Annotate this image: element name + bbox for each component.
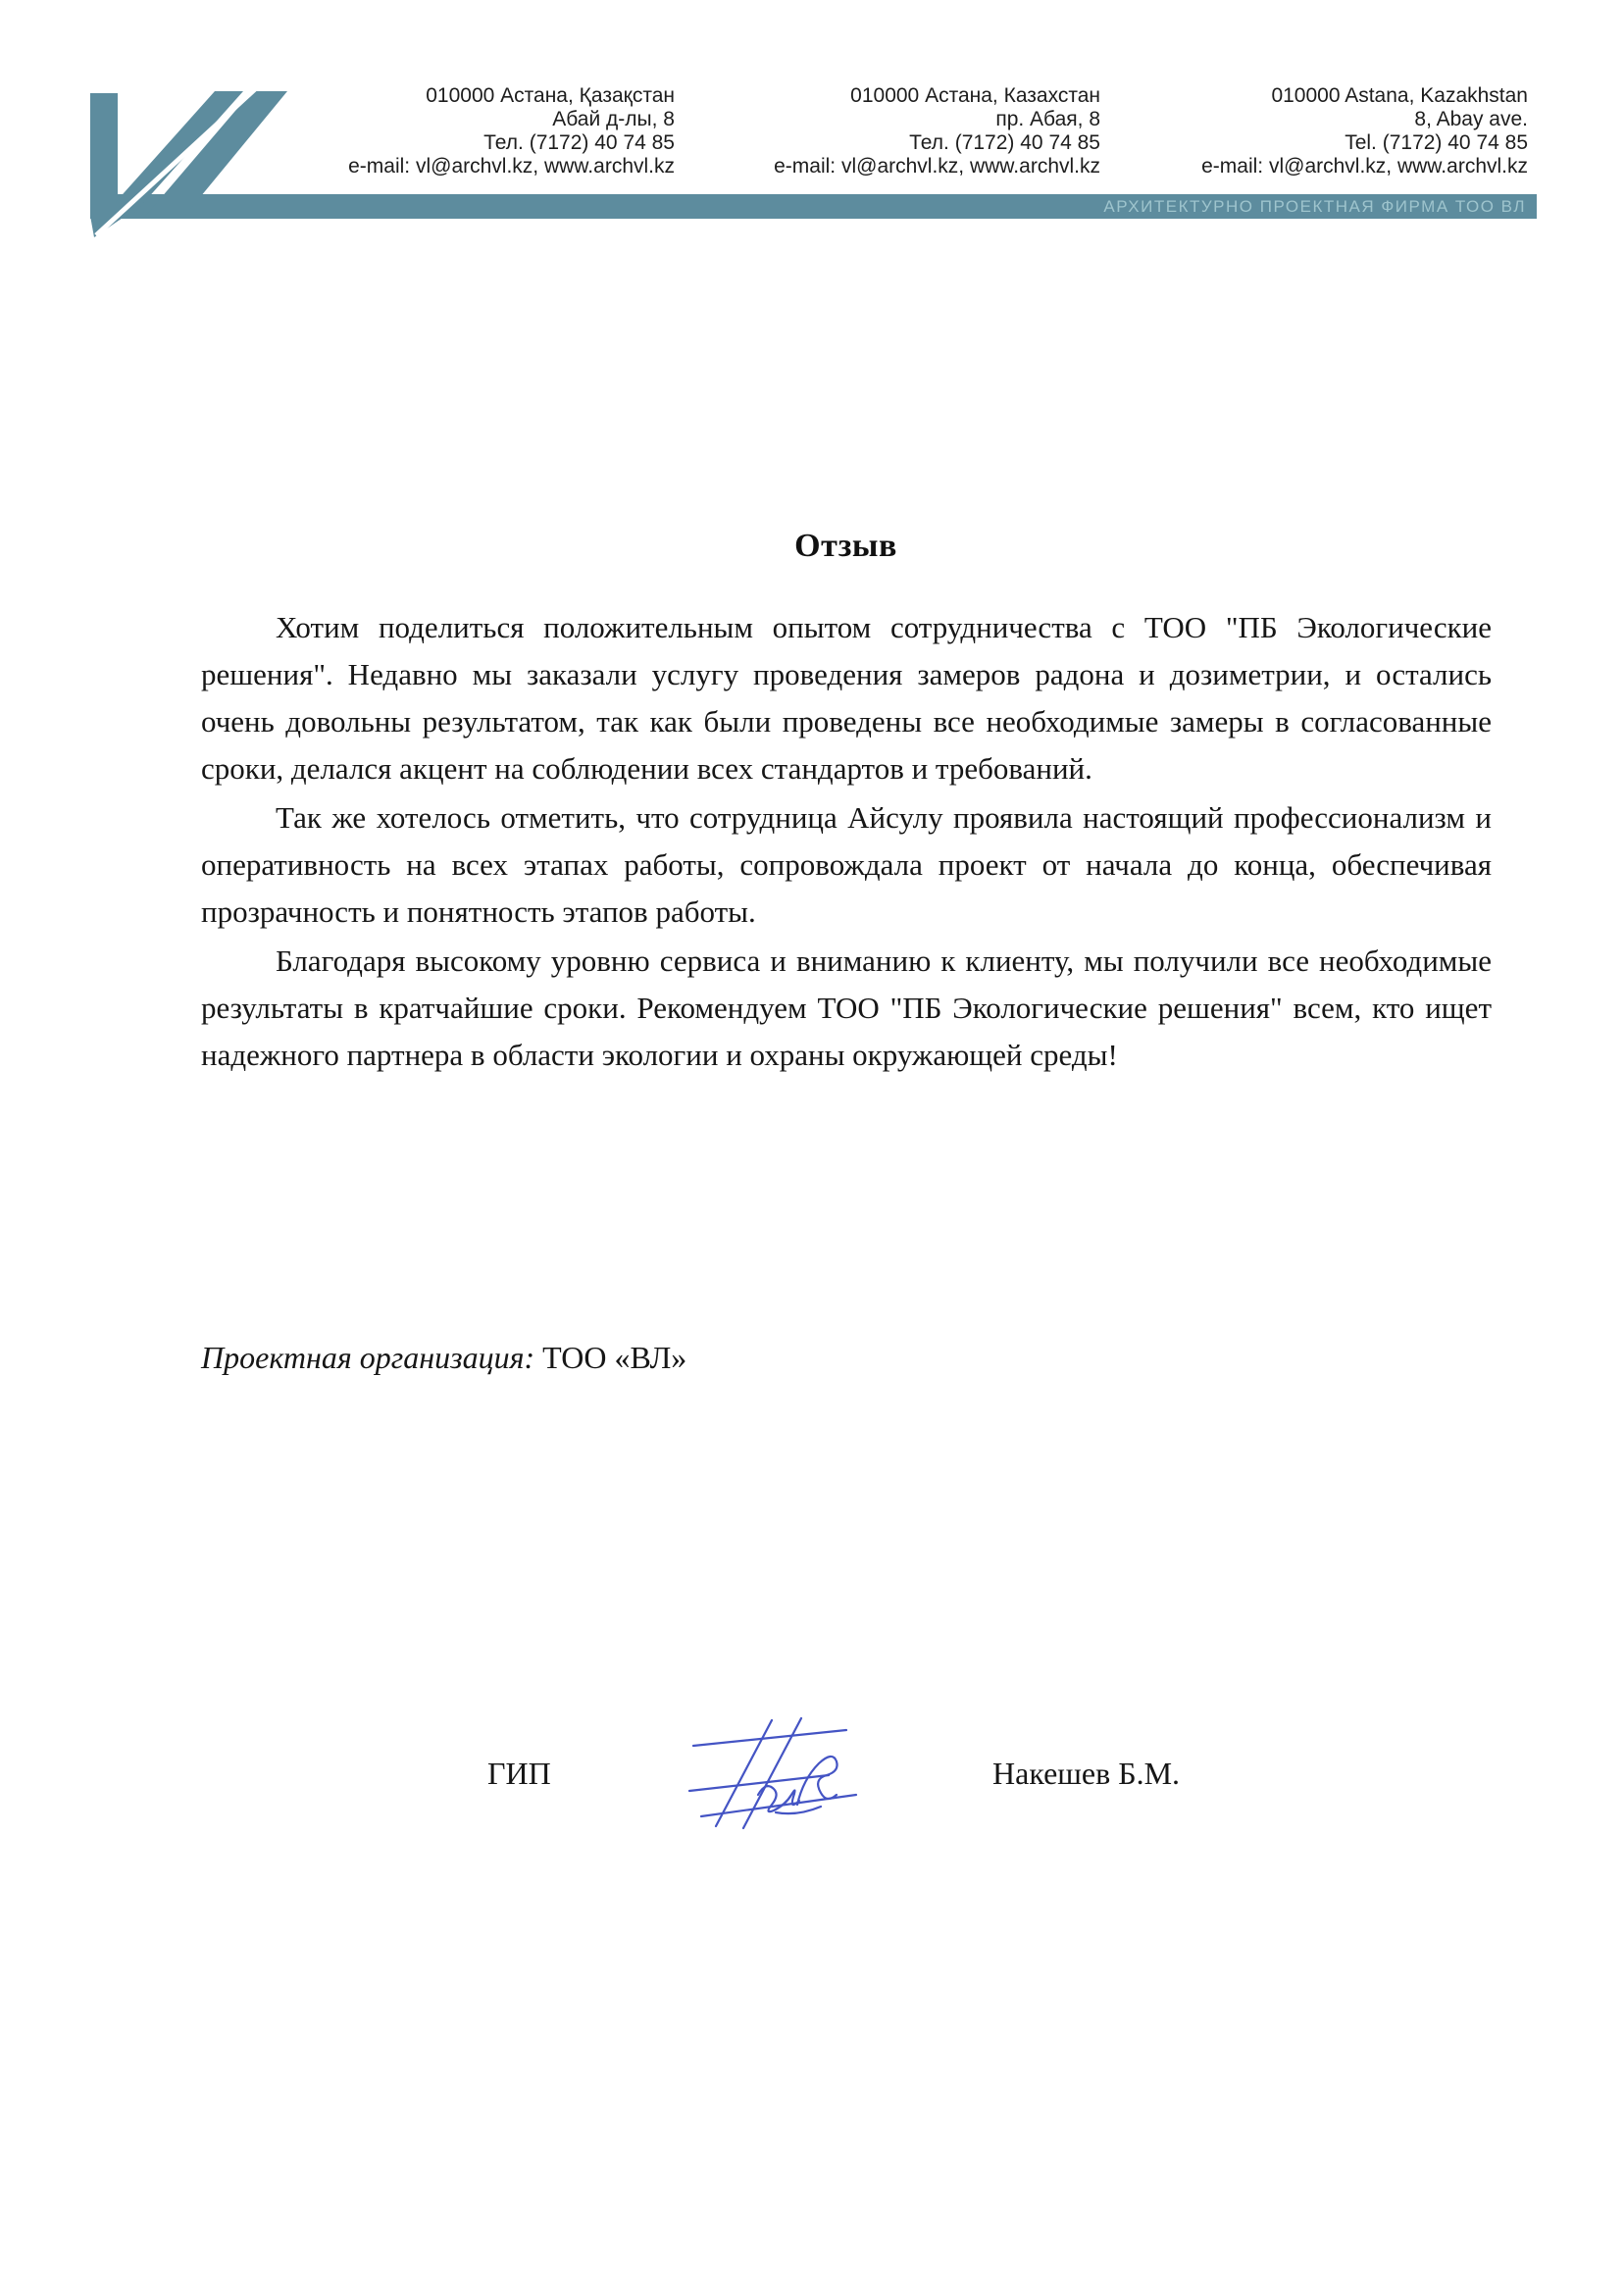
- address-line: 010000 Астана, Қазақстан: [426, 84, 675, 107]
- document-body: [201, 604, 1492, 1081]
- address-line: пр. Абая, 8: [995, 108, 1100, 130]
- signatory-name: Накешев Б.М.: [992, 1756, 1181, 1791]
- org-value: ТОО «ВЛ»: [534, 1340, 687, 1375]
- paragraph: Хотим поделиться положительным опытом сотрудничества с ТОО "ПБ Экологические решения". Недавно мы заказали услугу проведения замеров радона и дозиметрии, и остались очень довольны результатом, так как были проведены все необходимые замеры в согласованные сроки, делался акцент на соблюдении всех стандартов и требований.: [201, 610, 1492, 786]
- address-line: 010000 Astana, Kazakhstan: [1271, 84, 1528, 107]
- address-block-english: [1077, 84, 1528, 178]
- signature-role-label: ГИП: [487, 1756, 551, 1791]
- address-line: Тел. (7172) 40 74 85: [909, 131, 1100, 154]
- paragraph: Так же хотелось отметить, что сотрудница Айсулу проявила настоящий профессионализм и оперативность на всех этапах работы, сопровождала проект от начала до конца, обеспечивая прозрачность и понятность этапов работы.: [201, 800, 1492, 929]
- paragraph: Благодаря высокому уровню сервиса и вниманию к клиенту, мы получили все необходимые результаты в кратчайшие сроки. Рекомендуем ТОО "ПБ Экологические решения" всем, кто ищет надежного партнера в области экологии и охраны окружающей среды!: [201, 943, 1492, 1072]
- handwritten-signature-icon: [682, 1714, 917, 1832]
- address-line: 8, Abay ave.: [1414, 108, 1528, 130]
- address-line: Абай д-лы, 8: [552, 108, 675, 130]
- project-organization-line: [201, 1340, 1492, 1376]
- document-title: Отзыв: [794, 528, 897, 564]
- address-block-russian: [649, 84, 1100, 178]
- address-line: e-mail: vl@archvl.kz, www.archvl.kz: [774, 155, 1100, 178]
- address-line: 010000 Астана, Казахстан: [850, 84, 1100, 107]
- address-line: Тел. (7172) 40 74 85: [483, 131, 675, 154]
- address-line: e-mail: vl@archvl.kz, www.archvl.kz: [348, 155, 675, 178]
- address-line: e-mail: vl@archvl.kz, www.archvl.kz: [1201, 155, 1528, 178]
- org-label: Проектная организация:: [201, 1340, 535, 1375]
- letterhead: [0, 0, 1624, 255]
- firm-banner-label: АРХИТЕКТУРНО ПРОЕКТНАЯ ФИРМА ТОО ВЛ: [1103, 197, 1526, 216]
- address-line: Tel. (7172) 40 74 85: [1345, 131, 1528, 154]
- address-block-kazakh: [224, 84, 675, 178]
